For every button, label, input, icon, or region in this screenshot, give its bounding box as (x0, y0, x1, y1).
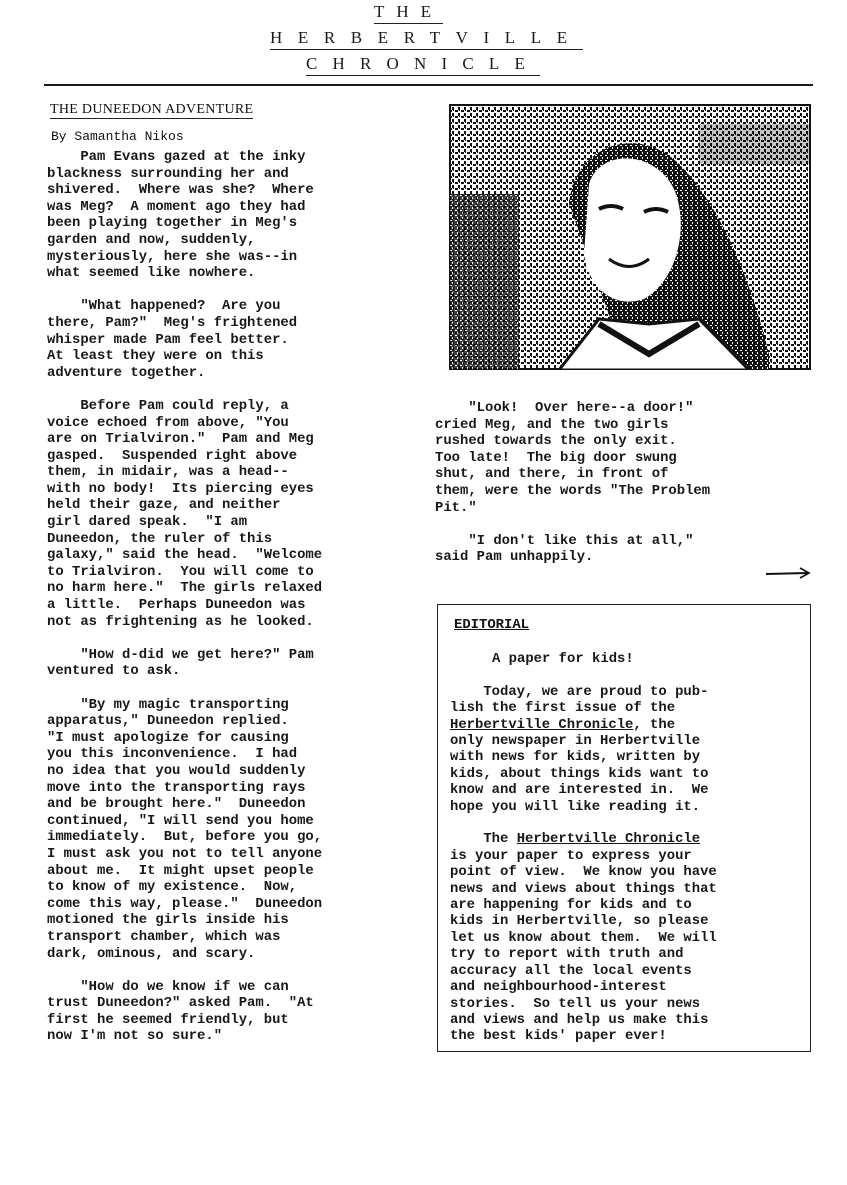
story-paragraph: "By my magic transporting apparatus," Duneedon replied. "I must apologize for causing you this inconvenience. I had no idea that you would suddenly move into the transporting rays and be brought here." Duneedon continued, "I will send you home immediately. But, before you go, I must ask you not to tell anyone about me. It might upset people to know of my existence. Now, come this way, please." Duneedon motioned the girls inside his transport chamber, which was dark, ominous, and scary. (47, 696, 323, 962)
editorial-text: The (450, 831, 517, 848)
story-left-column (47, 100, 407, 1062)
editorial-text: Today, we are proud to pub- lish the first issue of the (450, 683, 709, 717)
editorial-paragraph (450, 831, 717, 1044)
editorial-paragraph (450, 684, 717, 815)
story-paragraph: "Look! Over here--a door!" cried Meg, and the two girls rushed towards the only exit. Too late! The big door swung shut, and there, in front of them, were the words "The Problem Pit." (435, 400, 711, 516)
editorial-text: is your paper to express your point of view. We know you have news and views about things that are happening for kids and to kids in Herbertville, so please let us know about them. We will try to report with truth and accuracy all the local events and neighbourhood-interest stories. So tell us your news and views and help us make this the best kids' paper ever! (450, 847, 717, 1045)
newspaper-name: Herbertville Chronicle (516, 831, 701, 848)
story-byline: By Samantha Nikos (51, 129, 184, 144)
story-paragraph: Pam Evans gazed at the inky blackness surrounding her and shivered. Where was she? Where was Meg? A moment ago they had been playing together in Meg's garden and now, suddenly, mysteriously, here she was--in what seemed like nowhere. (47, 149, 314, 282)
author-photo (449, 104, 811, 370)
masthead-herbertville: HERBERTVILLE (270, 28, 583, 50)
portrait-photo-icon (449, 104, 811, 370)
story-paragraph: Before Pam could reply, a voice echoed from above, "You are on Trialviron." Pam and Meg gasped. Suspended right above them, in midair, was a head-- with no body! Its piercing eyes held their gaze, and neither girl dared speak. "I am Duneedon, the ruler of this galaxy," said the head. "Welcome to Trialviron. You will come to no harm here." The girls relaxed a little. Perhaps Duneedon was not as frightening as he looked. (47, 397, 323, 630)
masthead-the: THE (374, 2, 443, 24)
story-paragraph: "I don't like this at all," said Pam unhappily. (435, 532, 694, 566)
editorial-subtitle (450, 651, 717, 667)
masthead-chronicle: CHRONICLE (306, 54, 540, 76)
editorial-box (437, 604, 811, 1052)
editorial-text: , the only newspaper in Herbertville with news for kids, written by kids, about things kids want to know and are interested in. We hope you will like reading it. (450, 716, 709, 815)
story-headline: THE DUNEEDON ADVENTURE (50, 102, 254, 117)
arrow-right-icon (764, 566, 812, 580)
newspaper-name: Herbertville Chronicle (450, 716, 634, 733)
editorial-title: EDITORIAL (454, 617, 530, 633)
story-paragraph: "What happened? Are you there, Pam?" Meg's frightened whisper made Pam feel better. At least they were on this adventure together. (47, 298, 298, 381)
editorial-subtitle-text: A paper for kids! (492, 651, 634, 667)
story-right-column (435, 400, 815, 583)
masthead-rule (44, 84, 813, 86)
story-paragraph: "How do we know if we can trust Duneedon?" asked Pam. "At first he seemed friendly, but now I'm not so sure." (47, 978, 314, 1045)
editorial-body (450, 651, 717, 1061)
story-paragraph: "How d-did we get here?" Pam ventured to ask. (47, 646, 314, 680)
